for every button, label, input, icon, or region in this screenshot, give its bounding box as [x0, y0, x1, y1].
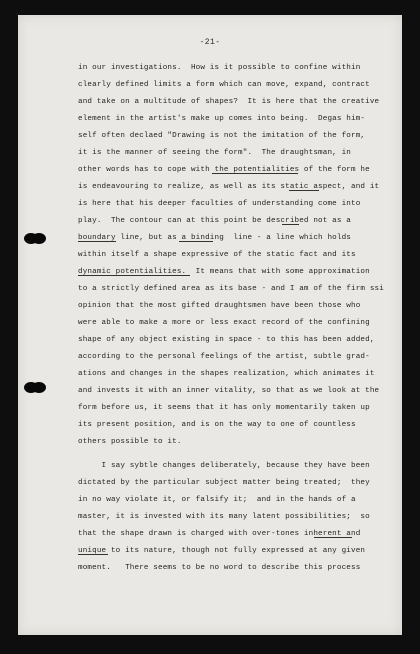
punch-hole-upper-overlap — [32, 233, 46, 244]
body-line: ations and changes in the shapes realization, which animates it — [78, 370, 375, 378]
body-line: opinion that the most gifted draughtsmen have been those who — [78, 302, 361, 310]
body-line: others possible to it. — [78, 438, 182, 446]
body-line: boundary line, but as a binding line - a line which holds — [78, 234, 352, 242]
typescript-page — [18, 15, 402, 635]
underline-potentialities — [212, 173, 298, 174]
body-line: and take on a multitude of shapes? It is here that the creative — [78, 98, 380, 106]
body-line: according to the personal feelings of the artist, subtle grad- — [78, 353, 370, 361]
body-line: moment. There seems to be no word to describe this process — [78, 564, 361, 572]
body-line: dictated by the particular subject matter being treated; they — [78, 479, 370, 487]
body-line: in our investigations. How is it possible to confine within — [78, 64, 361, 72]
underline-not — [282, 224, 299, 225]
underline-inherent — [314, 537, 352, 538]
body-line: dynamic potentialities. It means that with some approximation — [78, 268, 370, 276]
body-line: other words has to cope with the potentialities of the form he — [78, 166, 370, 174]
underline-dynamic-potentialities — [78, 275, 190, 276]
binder-clip — [76, 643, 150, 650]
body-line: were able to make a more or less exact record of the confining — [78, 319, 370, 327]
body-line: play. The contour can at this point be described not as a — [78, 217, 352, 225]
body-line: it is the manner of seeing the form". The draughtsman, in — [78, 149, 352, 157]
body-line: shape of any object existing in space - to this has been added, — [78, 336, 375, 344]
body-line: is endeavouring to realize, as well as its static aspect, and it — [78, 183, 380, 191]
body-line: is here that his deeper faculties of understanding come into — [78, 200, 361, 208]
body-line: that the shape drawn is charged with over-tones inherent and — [78, 530, 361, 538]
underline-boundary — [78, 241, 116, 242]
body-line: master, it is invested with its many latent possibilities; so — [78, 513, 370, 521]
underline-unique — [78, 554, 108, 555]
body-line: self often declaed "Drawing is not the imitation of the form, — [78, 132, 366, 140]
body-line: to a strictly defined area as its base - and I am of the firm ssi — [78, 285, 384, 293]
body-line: within itself a shape expressive of the static fact and its — [78, 251, 356, 259]
page-number: -21- — [199, 38, 221, 47]
punch-hole-lower-overlap — [32, 382, 46, 393]
underline-static — [289, 190, 319, 191]
body-line: and invests it with an inner vitality, so that as we look at the — [78, 387, 380, 395]
body-line: its present position, and is on the way to one of countless — [78, 421, 356, 429]
underline-binding — [179, 241, 213, 242]
body-line: element in the artist's make up comes into being. Degas him- — [78, 115, 366, 123]
body-line: clearly defined limits a form which can move, expand, contract — [78, 81, 370, 89]
body-line: unique to its nature, though not fully expressed at any given — [78, 547, 366, 555]
body-line: I say sybtle changes deliberately, because they have been — [78, 462, 370, 470]
body-line: form before us, it seems that it has only momentarily taken up — [78, 404, 370, 412]
body-line: in no way violate it, or falsify it; and in the hands of a — [78, 496, 356, 504]
